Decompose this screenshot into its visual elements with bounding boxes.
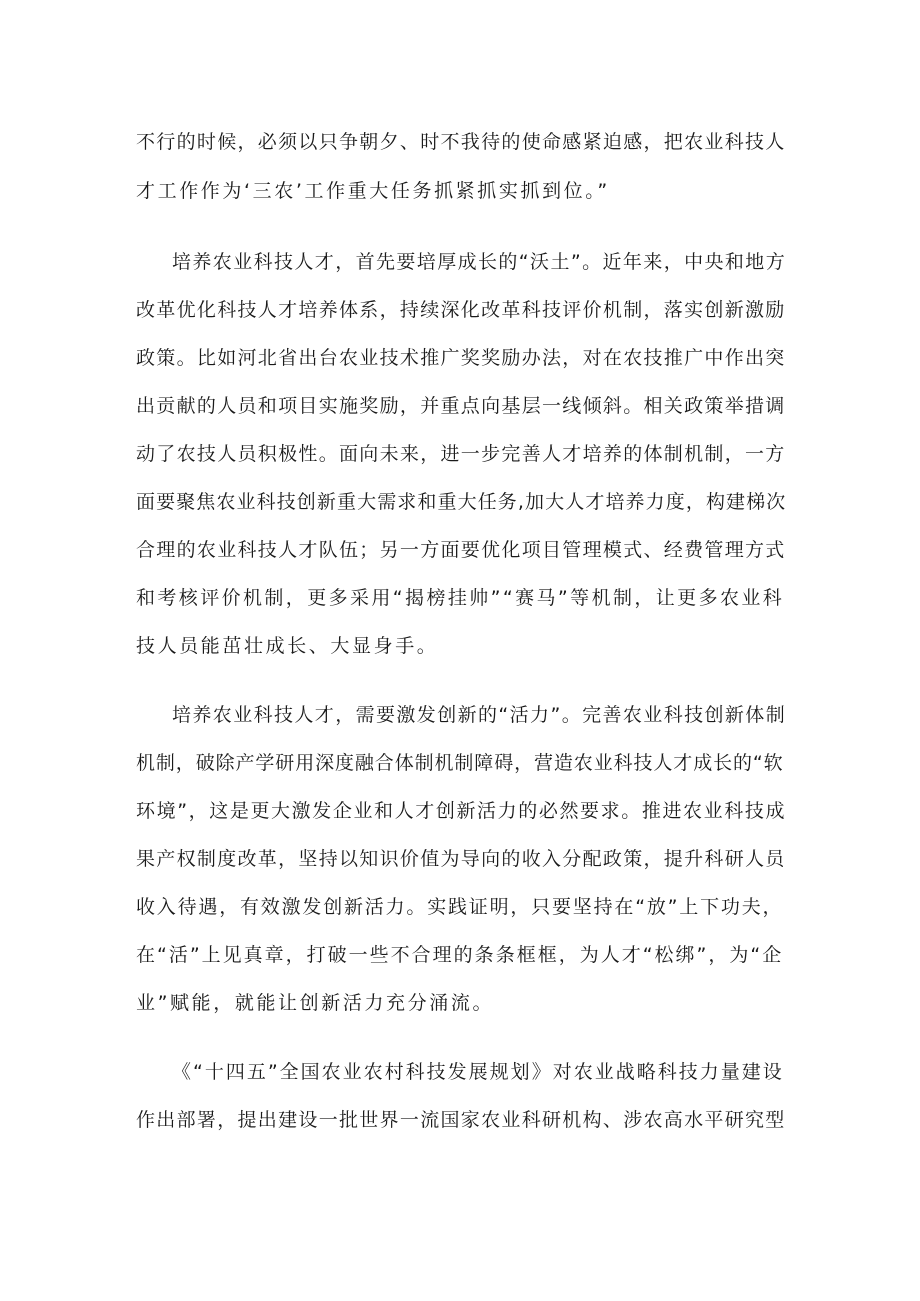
text-line: 果产权制度改革，坚持以知识价值为导向的收入分配政策，提升科研人员 (136, 848, 786, 870)
text-line: 和考核评价机制，更多采用“揭榜挂帅”“赛马”等机制，让更多农业科 (136, 587, 785, 609)
text-line: 面要聚焦农业科技创新重大需求和重大任务,加大人才培养力度，构建梯次 (136, 491, 787, 513)
text-line: 才工作作为‘三农’工作重大任务抓紧抓实抓到位。” (136, 180, 610, 202)
text-line: 机制，破除产学研用深度融合体制机制障碍，营造农业科技人才成长的“软 (136, 752, 784, 774)
text-line: 动了农技人员积极性。面向未来，进一步完善人才培养的体制机制，一方 (136, 443, 786, 465)
text-line: 出贡献的人员和项目实施奖励，并重点向基层一线倾斜。相关政策举措调 (136, 395, 786, 417)
text-line: 改革优化科技人才培养体系，持续深化改革科技评价机制，落实创新激励 (136, 299, 786, 321)
text-line: 政策。比如河北省出台农业技术推广奖奖励办法，对在农技推广中作出突 (136, 347, 786, 369)
text-line: 《“十四五”全国农业农村科技发展规划》对农业战略科技力量建设 (172, 1061, 784, 1083)
text-line: 收入待遇，有效激发创新活力。实践证明，只要坚持在“放”上下功夫， (136, 896, 784, 918)
text-line: 在“活”上见真章，打破一些不合理的条条框框，为人才“松绑”，为“企 (136, 944, 784, 966)
text-line: 业”赋能，就能让创新活力充分涌流。 (136, 992, 495, 1014)
text-line: 作出部署，提出建设一批世界一流国家农业科研机构、涉农高水平研究型 (136, 1109, 786, 1131)
text-line: 培养农业科技人才，需要激发创新的“活力”。完善农业科技创新体制 (172, 704, 787, 726)
text-line: 环境”，这是更大激发企业和人才创新活力的必然要求。推进农业科技成 (136, 800, 787, 822)
text-line: 技人员能茁壮成长、大显身手。 (136, 635, 439, 657)
text-line: 不行的时候，必须以只争朝夕、时不我待的使命感紧迫感，把农业科技人 (136, 131, 786, 153)
text-line: 培养农业科技人才，首先要培厚成长的“沃土”。近年来，中央和地方 (172, 251, 787, 273)
text-line: 合理的农业科技人才队伍；另一方面要优化项目管理模式、经费管理方式 (136, 539, 786, 561)
